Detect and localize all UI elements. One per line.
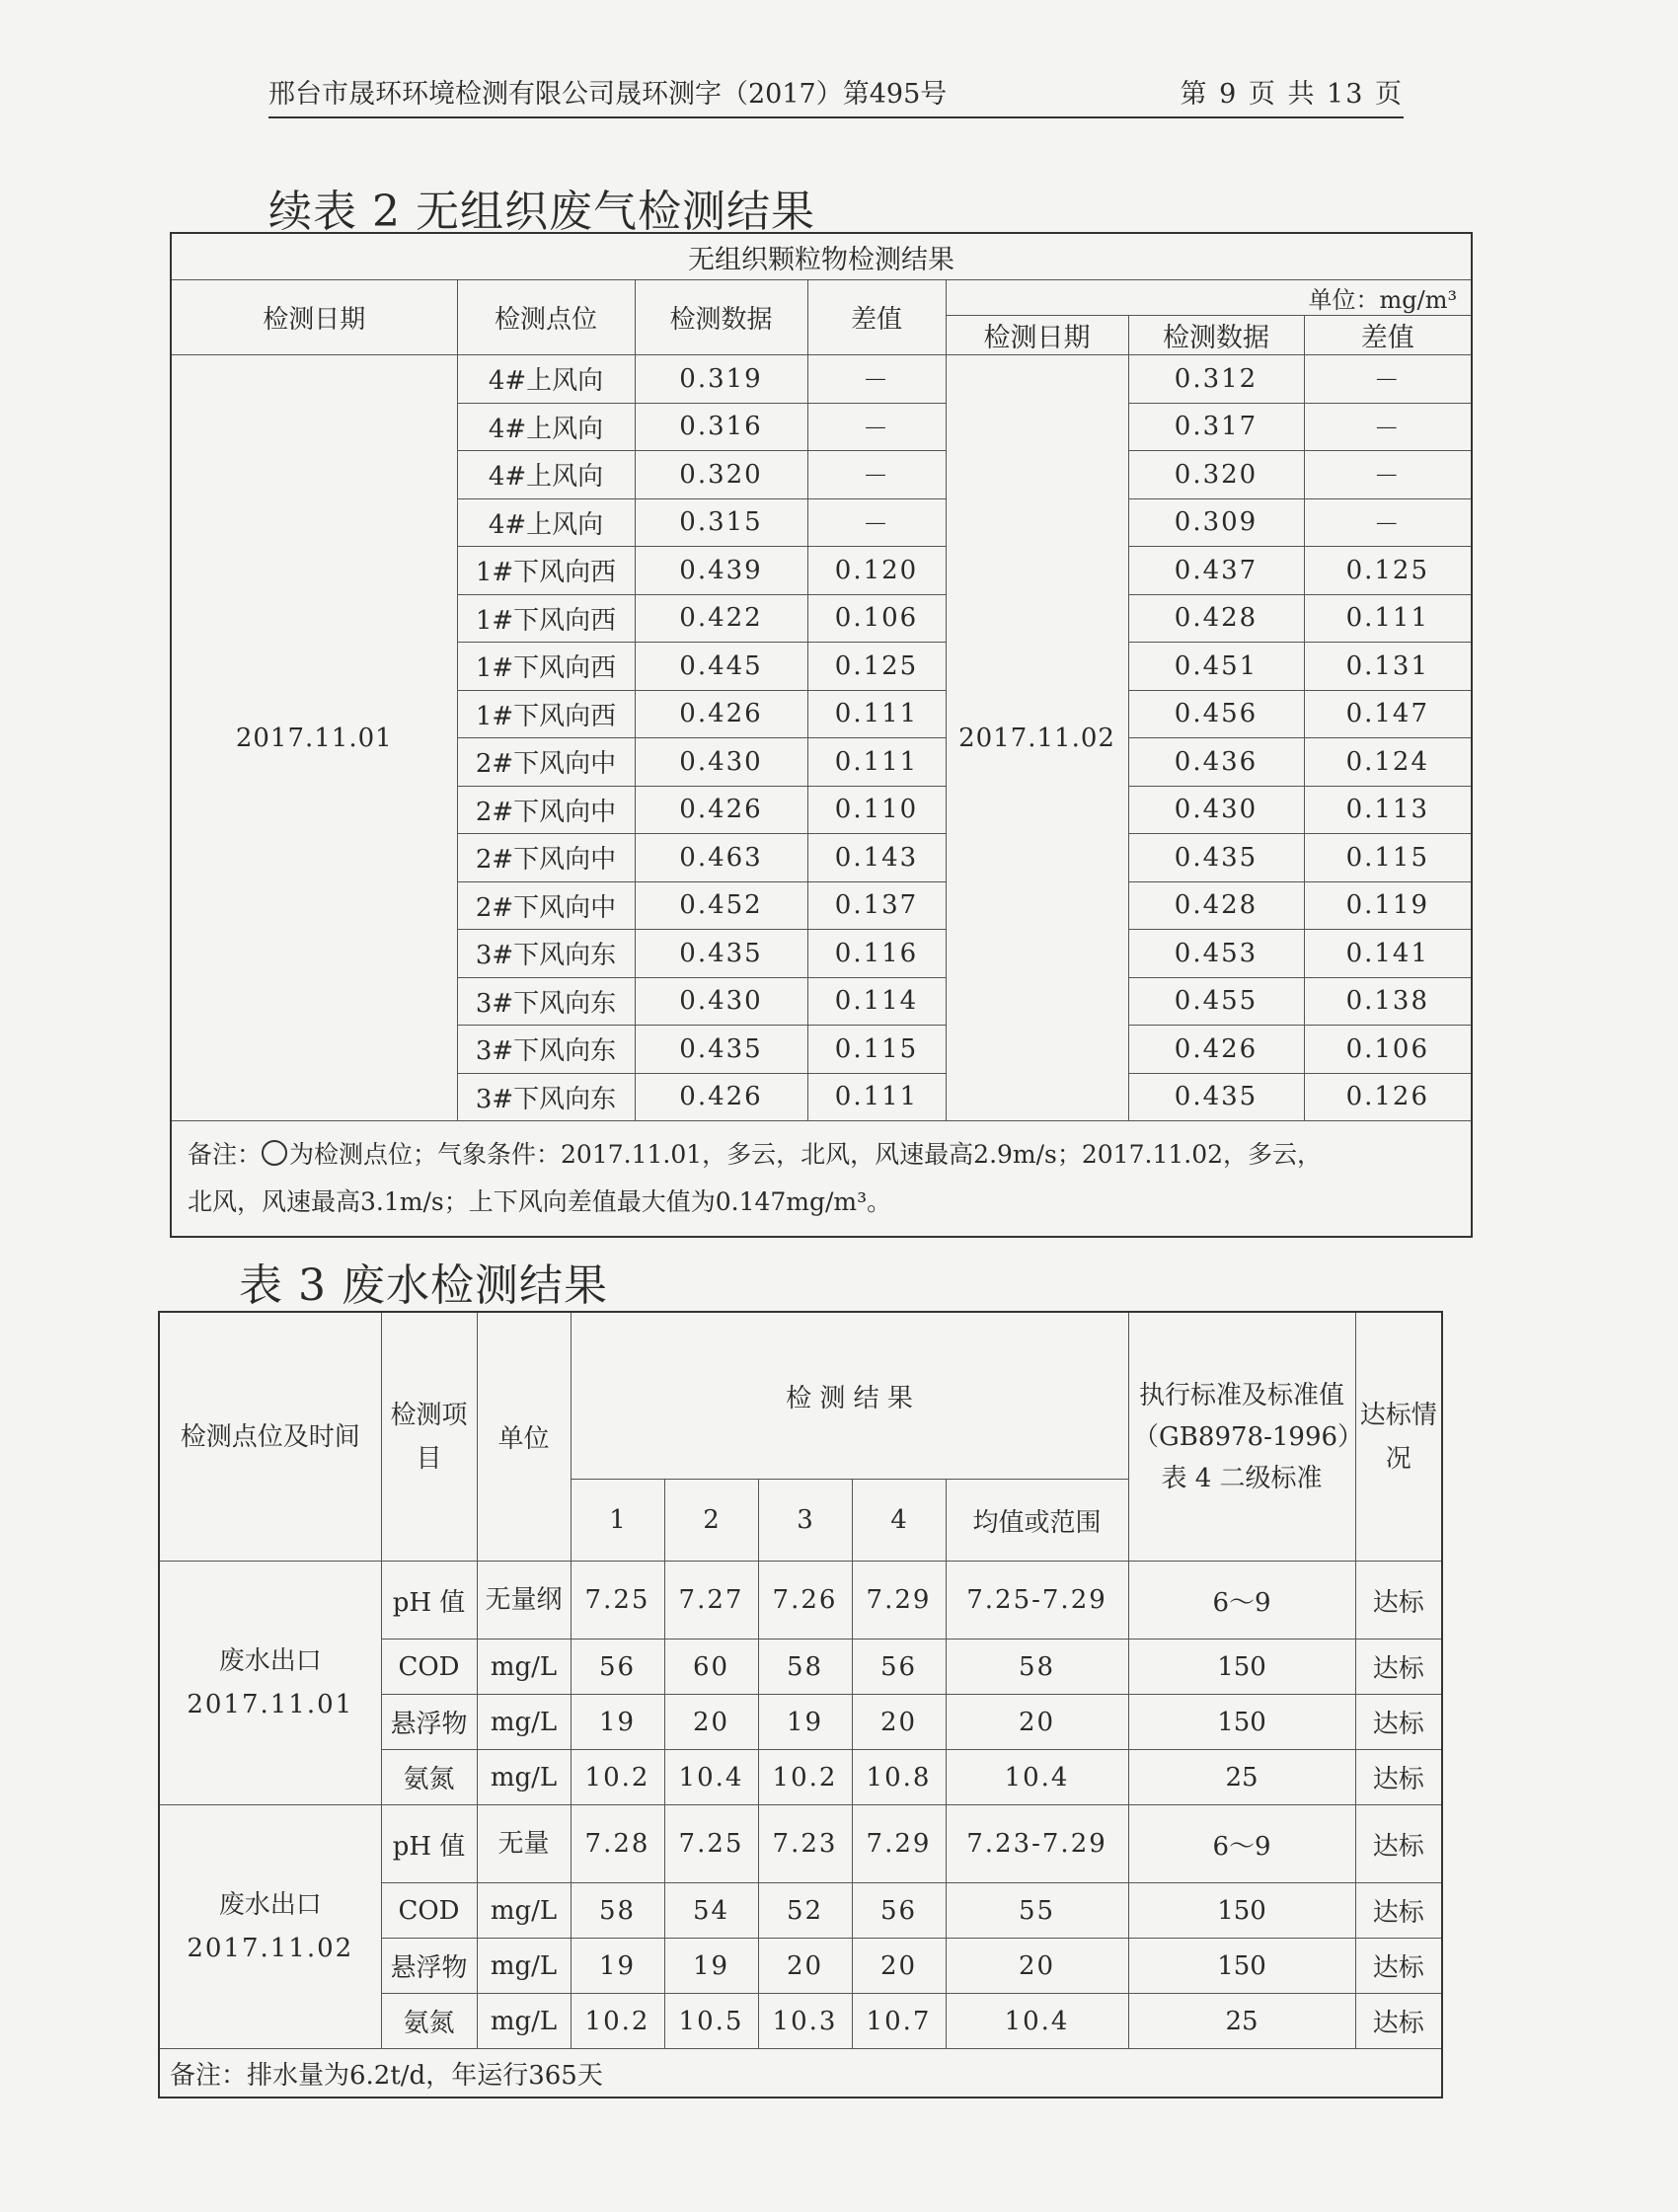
status-cell: 达标 — [1355, 1640, 1442, 1695]
note-line2: 北风，风速最高3.1m/s；上下风向差值最大值为0.147mg/m³。 — [188, 1187, 892, 1216]
standard-cell: 150 — [1128, 1939, 1355, 1994]
avg-cell: 7.23-7.29 — [946, 1805, 1128, 1883]
point-cell: 2#下风向中 — [457, 786, 635, 834]
data-cell: 0.439 — [635, 547, 807, 595]
point-cell: 2#下风向中 — [457, 834, 635, 882]
unit-cell: 无量 — [477, 1805, 571, 1883]
table-row — [159, 1805, 1442, 1883]
diff2-cell: 0.106 — [1304, 1026, 1472, 1074]
point-name: 废水出口 — [218, 1646, 322, 1676]
diff2-cell: 0.126 — [1304, 1073, 1472, 1121]
unit-cell: mg/L — [477, 1640, 571, 1695]
data2-cell: 0.430 — [1128, 786, 1304, 834]
note-prefix: 备注： — [188, 1140, 263, 1169]
point-cell: 3#下风向东 — [457, 977, 635, 1026]
point-time-cell — [159, 1562, 381, 1805]
value-cell: 19 — [758, 1695, 852, 1750]
item-cell: 悬浮物 — [381, 1939, 477, 1994]
point-time-cell — [159, 1805, 381, 2049]
diff-cell: － — [807, 403, 946, 451]
data-cell: 0.426 — [635, 690, 807, 738]
data2-cell: 0.436 — [1128, 738, 1304, 787]
diff2-cell: － — [1304, 498, 1472, 547]
status-cell: 达标 — [1355, 1695, 1442, 1750]
avg-cell: 20 — [946, 1695, 1128, 1750]
data-cell: 0.422 — [635, 594, 807, 643]
wastewater-table — [158, 1311, 1443, 2098]
value-cell: 20 — [758, 1939, 852, 1994]
item-cell: 悬浮物 — [381, 1695, 477, 1750]
diff-cell: 0.111 — [807, 1073, 946, 1121]
standard-cell: 150 — [1128, 1640, 1355, 1695]
standard-cell: 6～9 — [1128, 1805, 1355, 1883]
table3-title: 表 3 废水检测结果 — [239, 1260, 608, 1311]
page-header — [268, 67, 1404, 118]
col-diff: 差值 — [807, 280, 946, 355]
col-standard: 执行标准及标准值（GB8978-1996）表 4 二级标准 — [1128, 1312, 1355, 1562]
date-cell: 2017.11.01 — [171, 355, 457, 1121]
diff-cell: 0.137 — [807, 881, 946, 930]
value-cell: 10.4 — [664, 1750, 758, 1805]
unit-label: 单位：mg/m³ — [1308, 286, 1458, 314]
point-cell: 3#下风向东 — [457, 930, 635, 978]
diff-cell: 0.125 — [807, 643, 946, 691]
point-cell: 2#下风向中 — [457, 881, 635, 930]
point-cell: 2#下风向中 — [457, 738, 635, 787]
col-3: 3 — [758, 1480, 852, 1562]
diff-cell: 0.111 — [807, 738, 946, 787]
col-data: 检测数据 — [635, 280, 807, 355]
col-unit: 单位 — [477, 1312, 571, 1562]
page-number: 第 9 页 共 13 页 — [1180, 79, 1404, 110]
table-row — [159, 1562, 1442, 1640]
diff2-cell: 0.141 — [1304, 930, 1472, 978]
table2-caption: 无组织颗粒物检测结果 — [171, 233, 1472, 280]
diff-cell: 0.106 — [807, 594, 946, 643]
table3-body — [159, 1562, 1442, 2049]
diff-cell: 0.111 — [807, 690, 946, 738]
data-cell: 0.426 — [635, 786, 807, 834]
diff-cell: 0.115 — [807, 1026, 946, 1074]
unit-cell: mg/L — [477, 1750, 571, 1805]
diff-cell: － — [807, 498, 946, 547]
point-cell: 3#下风向东 — [457, 1073, 635, 1121]
diff2-cell: 0.138 — [1304, 977, 1472, 1026]
col-diff2: 差值 — [1304, 316, 1472, 355]
diff2-cell: 0.115 — [1304, 834, 1472, 882]
point-date: 2017.11.02 — [187, 1934, 354, 1963]
diff2-cell: 0.113 — [1304, 786, 1472, 834]
data2-cell: 0.317 — [1128, 403, 1304, 451]
table2-title: 续表 2 无组织废气检测结果 — [268, 187, 815, 237]
diff-cell: － — [807, 451, 946, 499]
circle-icon — [262, 1140, 287, 1166]
value-cell: 7.27 — [664, 1562, 758, 1640]
value-cell: 7.25 — [664, 1805, 758, 1883]
data2-cell: 0.312 — [1128, 355, 1304, 404]
point-cell: 1#下风向西 — [457, 547, 635, 595]
data2-cell: 0.435 — [1128, 1073, 1304, 1121]
value-cell: 56 — [852, 1883, 946, 1939]
avg-cell: 58 — [946, 1640, 1128, 1695]
data2-cell: 0.437 — [1128, 547, 1304, 595]
value-cell: 7.26 — [758, 1562, 852, 1640]
diff-cell: 0.120 — [807, 547, 946, 595]
col-avg: 均值或范围 — [946, 1480, 1128, 1562]
data-cell: 0.316 — [635, 403, 807, 451]
report-number: 邢台市晟环环境检测有限公司晟环测字（2017）第495号 — [268, 79, 948, 110]
data-cell: 0.430 — [635, 977, 807, 1026]
value-cell: 10.2 — [571, 1750, 664, 1805]
diff2-cell: － — [1304, 355, 1472, 404]
table2-note — [171, 1121, 1472, 1238]
particulate-table — [170, 232, 1473, 1238]
value-cell: 20 — [852, 1695, 946, 1750]
value-cell: 58 — [758, 1640, 852, 1695]
avg-cell: 10.4 — [946, 1750, 1128, 1805]
diff2-cell: 0.147 — [1304, 690, 1472, 738]
item-cell: COD — [381, 1640, 477, 1695]
avg-cell: 20 — [946, 1939, 1128, 1994]
avg-cell: 10.4 — [946, 1994, 1128, 2049]
data-cell: 0.315 — [635, 498, 807, 547]
value-cell: 58 — [571, 1883, 664, 1939]
status-cell: 达标 — [1355, 1939, 1442, 1994]
item-cell: pH 值 — [381, 1562, 477, 1640]
col-1: 1 — [571, 1480, 664, 1562]
value-cell: 52 — [758, 1883, 852, 1939]
data-cell: 0.445 — [635, 643, 807, 691]
avg-cell: 7.25-7.29 — [946, 1562, 1128, 1640]
diff2-cell: 0.124 — [1304, 738, 1472, 787]
col-status: 达标情况 — [1355, 1312, 1442, 1562]
data-cell: 0.320 — [635, 451, 807, 499]
col-data2: 检测数据 — [1128, 316, 1304, 355]
data2-cell: 0.426 — [1128, 1026, 1304, 1074]
diff-cell: － — [807, 355, 946, 404]
data-cell: 0.463 — [635, 834, 807, 882]
item-cell: COD — [381, 1883, 477, 1939]
diff2-cell: － — [1304, 451, 1472, 499]
diff2-cell: 0.131 — [1304, 643, 1472, 691]
data-cell: 0.435 — [635, 930, 807, 978]
data2-cell: 0.455 — [1128, 977, 1304, 1026]
diff2-cell: 0.111 — [1304, 594, 1472, 643]
point-cell: 1#下风向西 — [457, 594, 635, 643]
item-cell: 氨氮 — [381, 1994, 477, 2049]
unit-cell: mg/L — [477, 1695, 571, 1750]
point-name: 废水出口 — [218, 1890, 322, 1920]
status-cell: 达标 — [1355, 1562, 1442, 1640]
value-cell: 19 — [571, 1695, 664, 1750]
value-cell: 10.3 — [758, 1994, 852, 2049]
data2-cell: 0.456 — [1128, 690, 1304, 738]
diff2-cell: 0.119 — [1304, 881, 1472, 930]
diff2-cell: － — [1304, 403, 1472, 451]
standard-cell: 25 — [1128, 1750, 1355, 1805]
unit-cell: mg/L — [477, 1939, 571, 1994]
table-row — [171, 355, 1472, 404]
data2-cell: 0.428 — [1128, 594, 1304, 643]
point-cell: 1#下风向西 — [457, 643, 635, 691]
value-cell: 20 — [852, 1939, 946, 1994]
value-cell: 19 — [664, 1939, 758, 1994]
data-cell: 0.452 — [635, 881, 807, 930]
unit-cell: mg/L — [477, 1994, 571, 2049]
col-2: 2 — [664, 1480, 758, 1562]
data2-cell: 0.451 — [1128, 643, 1304, 691]
point-cell: 4#上风向 — [457, 403, 635, 451]
standard-cell: 150 — [1128, 1695, 1355, 1750]
col-point: 检测点位 — [457, 280, 635, 355]
value-cell: 10.2 — [758, 1750, 852, 1805]
table2-body — [171, 355, 1472, 1121]
diff-cell: 0.116 — [807, 930, 946, 978]
standard-cell: 25 — [1128, 1994, 1355, 2049]
col-date: 检测日期 — [171, 280, 457, 355]
value-cell: 7.28 — [571, 1805, 664, 1883]
data2-cell: 0.309 — [1128, 498, 1304, 547]
diff-cell: 0.143 — [807, 834, 946, 882]
note-line1: 为检测点位；气象条件：2017.11.01，多云，北风，风速最高2.9m/s；2017.11.02，多云， — [289, 1140, 1323, 1169]
unit-cell: 无量纲 — [477, 1562, 571, 1640]
value-cell: 7.29 — [852, 1805, 946, 1883]
value-cell: 7.29 — [852, 1562, 946, 1640]
value-cell: 20 — [664, 1695, 758, 1750]
diff-cell: 0.110 — [807, 786, 946, 834]
status-cell: 达标 — [1355, 1994, 1442, 2049]
value-cell: 10.2 — [571, 1994, 664, 2049]
col-results: 检 测 结 果 — [571, 1312, 1128, 1480]
avg-cell: 55 — [946, 1883, 1128, 1939]
unit-cell: mg/L — [477, 1883, 571, 1939]
data-cell: 0.319 — [635, 355, 807, 404]
status-cell: 达标 — [1355, 1750, 1442, 1805]
data-cell: 0.426 — [635, 1073, 807, 1121]
date2-cell: 2017.11.02 — [946, 355, 1128, 1121]
data-cell: 0.430 — [635, 738, 807, 787]
point-cell: 4#上风向 — [457, 355, 635, 404]
data2-cell: 0.320 — [1128, 451, 1304, 499]
standard-cell: 6～9 — [1128, 1562, 1355, 1640]
col-item: 检测项目 — [381, 1312, 477, 1562]
value-cell: 56 — [852, 1640, 946, 1695]
value-cell: 10.7 — [852, 1994, 946, 2049]
item-cell: 氨氮 — [381, 1750, 477, 1805]
col-point-time: 检测点位及时间 — [159, 1312, 381, 1562]
value-cell: 60 — [664, 1640, 758, 1695]
status-cell: 达标 — [1355, 1883, 1442, 1939]
data2-cell: 0.453 — [1128, 930, 1304, 978]
standard-cell: 150 — [1128, 1883, 1355, 1939]
data2-cell: 0.428 — [1128, 881, 1304, 930]
table3-note: 备注：排水量为6.2t/d，年运行365天 — [159, 2049, 1442, 2098]
value-cell: 10.8 — [852, 1750, 946, 1805]
value-cell: 7.25 — [571, 1562, 664, 1640]
diff-cell: 0.114 — [807, 977, 946, 1026]
point-cell: 4#上风向 — [457, 498, 635, 547]
data-cell: 0.435 — [635, 1026, 807, 1074]
value-cell: 56 — [571, 1640, 664, 1695]
point-cell: 4#上风向 — [457, 451, 635, 499]
col-date2: 检测日期 — [946, 316, 1128, 355]
value-cell: 54 — [664, 1883, 758, 1939]
point-cell: 3#下风向东 — [457, 1026, 635, 1074]
value-cell: 7.23 — [758, 1805, 852, 1883]
value-cell: 19 — [571, 1939, 664, 1994]
item-cell: pH 值 — [381, 1805, 477, 1883]
status-cell: 达标 — [1355, 1805, 1442, 1883]
col-4: 4 — [852, 1480, 946, 1562]
diff2-cell: 0.125 — [1304, 547, 1472, 595]
data2-cell: 0.435 — [1128, 834, 1304, 882]
value-cell: 10.5 — [664, 1994, 758, 2049]
point-cell: 1#下风向西 — [457, 690, 635, 738]
point-date: 2017.11.01 — [187, 1690, 354, 1719]
